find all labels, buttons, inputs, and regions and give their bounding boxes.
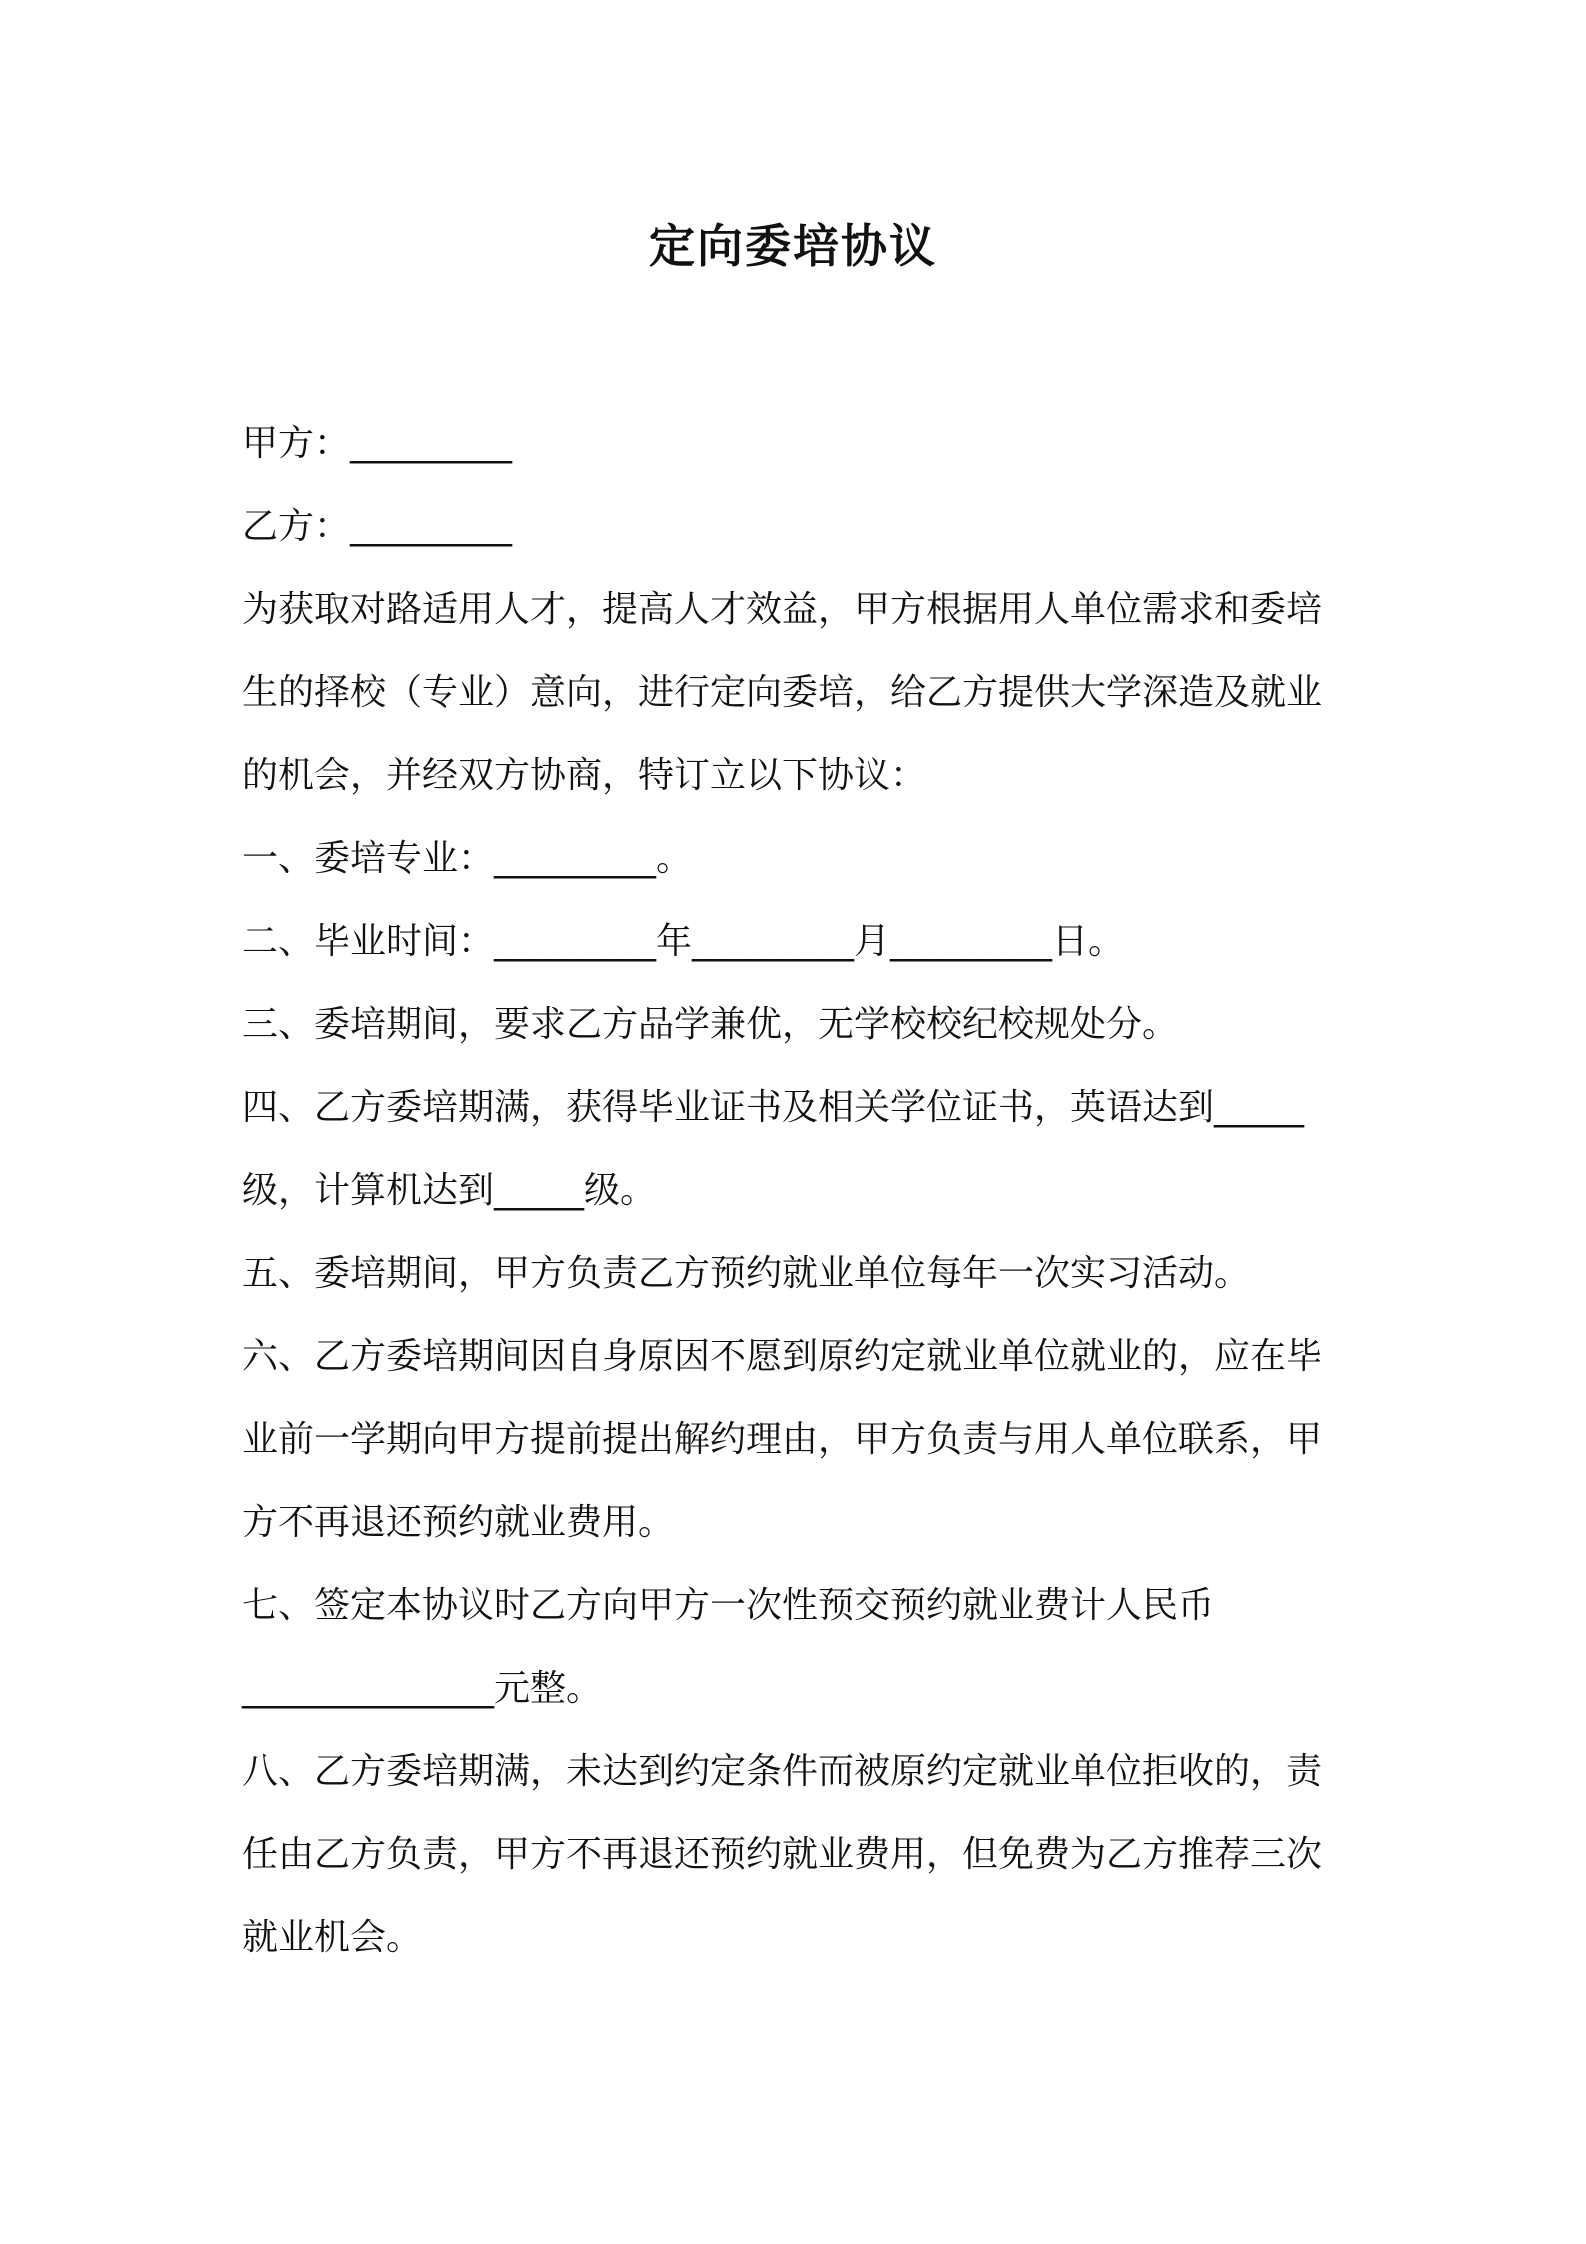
clause-3: 三、委培期间，要求乙方品学兼优，无学校校纪校规处分。: [242, 1004, 1179, 1045]
clause-5: 五、委培期间，甲方负责乙方预约就业单位每年一次实习活动。: [242, 1253, 1251, 1294]
clause-7-line-2: ______________元整。: [242, 1668, 603, 1709]
clause-8-line-1: 八、乙方委培期满，未达到约定条件而被原约定就业单位拒收的，责: [242, 1751, 1323, 1792]
preamble-line-3: 的机会，并经双方协商，特订立以下协议：: [242, 755, 927, 796]
clause-8-line-2: 任由乙方负责，甲方不再退还预约就业费用，但免费为乙方推荐三次: [242, 1834, 1323, 1875]
party-b-line: 乙方：_________: [242, 506, 513, 547]
preamble-line-2: 生的择校（专业）意向，进行定向委培，给乙方提供大学深造及就业: [242, 672, 1323, 713]
document-title: 定向委培协议: [649, 219, 937, 273]
clause-6-line-2: 业前一学期向甲方提前提出解约理由，甲方负责与用人单位联系，甲: [242, 1419, 1323, 1460]
clause-4-line-2: 级，计算机达到_____级。: [242, 1170, 657, 1211]
clause-4-line-1: 四、乙方委培期满，获得毕业证书及相关学位证书，英语达到_____: [242, 1087, 1305, 1128]
document-body: [242, 402, 1362, 1979]
preamble-line-1: 为获取对路适用人才，提高人才效益，甲方根据用人单位需求和委培: [242, 589, 1323, 630]
clause-2: 二、毕业时间：_________年_________月_________日。: [242, 921, 1125, 962]
clause-7-line-1: 七、签定本协议时乙方向甲方一次性预交预约就业费计人民币: [242, 1585, 1215, 1626]
clause-6-line-1: 六、乙方委培期间因自身原因不愿到原约定就业单位就业的，应在毕: [242, 1336, 1323, 1377]
clause-1: 一、委培专业：_________。: [242, 838, 693, 879]
clause-8-line-3: 就业机会。: [242, 1917, 423, 1958]
clause-6-line-3: 方不再退还预约就业费用。: [242, 1502, 675, 1543]
party-a-line: 甲方：_________: [242, 423, 513, 464]
